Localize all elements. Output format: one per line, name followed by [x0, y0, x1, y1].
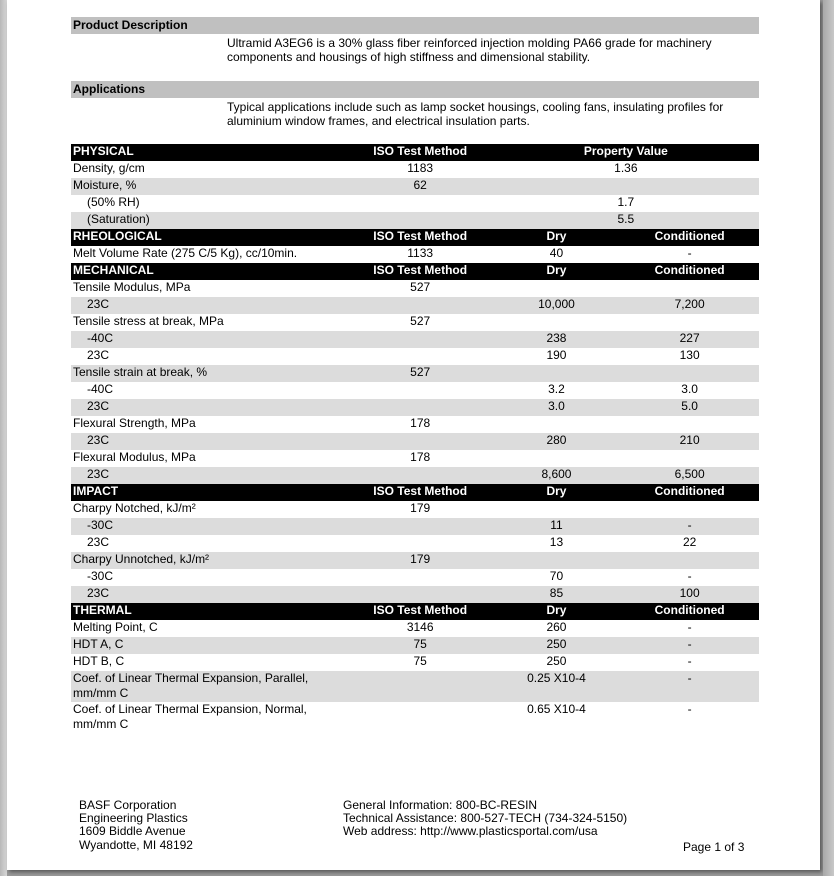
dry-value: 3.0 [493, 399, 621, 416]
iso-test-method: 179 [348, 552, 493, 569]
dry-value: 70 [549, 569, 564, 583]
conditioned-value: 100 [620, 586, 759, 603]
iso-test-method: 1133 [407, 246, 434, 260]
table-row [71, 586, 759, 603]
table-row [71, 433, 759, 450]
dry-value: 190 [546, 348, 567, 362]
footer-contact [343, 799, 627, 838]
dry-value: 8,600 [493, 467, 621, 484]
table-row [71, 399, 759, 416]
viewer-scrollbar[interactable] [823, 0, 834, 876]
property-name: Tensile stress at break, MPa [73, 314, 224, 328]
table-row [71, 195, 759, 212]
footer-general-info: General Information: 800-BC-RESIN [343, 798, 538, 812]
product-description-text: Ultramid A3EG6 is a 30% glass fiber reinforced injection molding PA66 grade for machinery components and housings of high stiffness and dimensional stability. [227, 36, 712, 64]
property-value [493, 178, 759, 195]
table-row [71, 331, 759, 348]
dry-value [493, 552, 621, 569]
table-row [71, 280, 759, 297]
thermal-header-row [71, 603, 759, 620]
table-row [71, 382, 759, 399]
dry-value [493, 416, 621, 433]
conditioned-value: 3.0 [681, 382, 698, 396]
iso-test-method: 178 [410, 416, 431, 430]
property-name: 23C [71, 433, 348, 450]
dry-value: 238 [493, 331, 621, 348]
column-header-iso-test-method: ISO Test Method [348, 484, 493, 501]
property-name: Density, g/cm [73, 161, 145, 175]
property-name: Tensile Modulus, MPa [73, 280, 191, 294]
property-name: Melting Point, C [73, 620, 158, 634]
iso-test-method: 75 [413, 654, 427, 668]
conditioned-value [620, 501, 759, 518]
property-name: Coef. of Linear Thermal Expansion, Parallel, mm/mm C [71, 671, 348, 702]
table-row [71, 535, 759, 552]
mechanical-section-title: MECHANICAL [71, 263, 348, 280]
iso-test-method [348, 467, 493, 484]
column-header-iso-test-method: ISO Test Method [348, 263, 493, 280]
column-header-conditioned: Conditioned [620, 603, 759, 620]
iso-test-method [348, 195, 493, 212]
iso-test-method [348, 382, 493, 399]
property-value: 1.7 [617, 195, 635, 209]
column-header-iso-test-method: ISO Test Method [348, 229, 493, 246]
conditioned-value: 130 [679, 348, 700, 362]
conditioned-value [620, 280, 759, 297]
property-name: Moisture, % [71, 178, 348, 195]
conditioned-value: - [687, 654, 692, 668]
table-row [71, 501, 759, 518]
conditioned-value: 210 [620, 433, 759, 450]
iso-test-method: 1183 [407, 161, 434, 175]
table-row [71, 620, 759, 637]
property-name: Charpy Unnotched, kJ/m² [71, 552, 348, 569]
conditioned-value [620, 450, 759, 467]
footer-company: BASF Corporation [79, 798, 177, 812]
property-name: -40C [87, 382, 114, 396]
dry-value: 10,000 [493, 297, 621, 314]
dry-value [493, 314, 621, 331]
property-name: Flexural Strength, MPa [73, 416, 196, 430]
viewer-left-edge [0, 0, 7, 876]
iso-test-method [348, 348, 493, 365]
dry-value: 13 [549, 535, 564, 549]
impact-section-title: IMPACT [71, 484, 348, 501]
dry-value [493, 280, 621, 297]
conditioned-value: - [620, 518, 759, 535]
conditioned-value [620, 416, 759, 433]
iso-test-method: 527 [348, 365, 493, 382]
table-row [71, 569, 759, 586]
property-name: 23C [71, 399, 348, 416]
column-header-iso-test-method: ISO Test Method [348, 144, 493, 161]
column-header-dry: Dry [493, 263, 621, 280]
column-header-dry: Dry [493, 484, 621, 501]
table-row [71, 178, 759, 195]
table-row [71, 161, 759, 178]
dry-value: 280 [493, 433, 621, 450]
physical-header-row [71, 144, 759, 161]
property-name: 23C [71, 297, 348, 314]
column-header-conditioned: Conditioned [620, 263, 759, 280]
applications-text: Typical applications include such as lamp socket housings, cooling fans, insulating profiles for aluminium window frames, and electrical insulation parts. [227, 100, 724, 128]
iso-test-method: 75 [348, 637, 493, 654]
table-row [71, 637, 759, 654]
iso-test-method [348, 399, 493, 416]
dry-value: 0.25 X10-4 [493, 671, 621, 702]
iso-test-method: 527 [410, 280, 431, 294]
property-name: 23C [87, 535, 110, 549]
table-row [71, 467, 759, 484]
table-row [71, 552, 759, 569]
property-name: 23C [87, 348, 110, 362]
column-header-iso-test-method: ISO Test Method [348, 603, 493, 620]
page-number: Page 1 of 3 [683, 840, 745, 854]
iso-test-method: 527 [410, 314, 431, 328]
dry-value: 250 [546, 654, 567, 668]
column-header-conditioned: Conditioned [620, 229, 759, 246]
property-name: (50% RH) [87, 195, 140, 209]
table-row [71, 518, 759, 535]
conditioned-value: - [620, 671, 759, 702]
property-name: -30C [71, 518, 348, 535]
table-row [71, 702, 759, 733]
dry-value [493, 450, 621, 467]
footer-address [79, 799, 193, 852]
conditioned-value: 22 [682, 535, 697, 549]
iso-test-method [348, 671, 493, 702]
property-name: -40C [71, 331, 348, 348]
iso-test-method [348, 702, 493, 733]
iso-test-method: 179 [410, 501, 431, 515]
conditioned-value [620, 314, 759, 331]
iso-test-method: 178 [410, 450, 431, 464]
iso-test-method [348, 569, 493, 586]
iso-test-method [348, 518, 493, 535]
table-row [71, 246, 759, 263]
dry-value: 260 [546, 620, 567, 634]
iso-test-method [348, 297, 493, 314]
rheological-section-title: RHEOLOGICAL [71, 229, 348, 246]
property-value: 1.36 [614, 161, 638, 175]
footer-city: Wyandotte, MI 48192 [79, 838, 193, 852]
iso-test-method [348, 433, 493, 450]
applications-heading: Applications [71, 81, 759, 98]
iso-test-method [348, 535, 493, 552]
conditioned-value: - [687, 620, 692, 634]
property-name: Flexural Modulus, MPa [73, 450, 196, 464]
column-header-property-value: Property Value [493, 144, 759, 161]
dry-value: 3.2 [548, 382, 565, 396]
conditioned-value: - [687, 569, 692, 583]
dry-value [493, 365, 621, 382]
table-row [71, 348, 759, 365]
conditioned-value: 227 [620, 331, 759, 348]
thermal-section-title: THERMAL [71, 603, 348, 620]
property-name: 23C [71, 586, 348, 603]
footer-street: 1609 Biddle Avenue [79, 824, 186, 838]
conditioned-value [620, 365, 759, 382]
conditioned-value: - [620, 637, 759, 654]
conditioned-value: - [687, 702, 692, 716]
property-name: HDT A, C [71, 637, 348, 654]
property-name: Tensile strain at break, % [71, 365, 348, 382]
dry-value: 0.65 X10-4 [527, 702, 586, 716]
footer-technical-assistance: Technical Assistance: 800-527-TECH (734-324-5150) [343, 811, 628, 825]
iso-test-method: 3146 [406, 620, 434, 634]
property-name: -30C [87, 569, 114, 583]
dry-value: 250 [493, 637, 621, 654]
property-name: 23C [71, 467, 348, 484]
property-name: Melt Volume Rate (275 C/5 Kg), cc/10min. [73, 246, 298, 260]
iso-test-method [348, 586, 493, 603]
column-header-dry: Dry [493, 603, 621, 620]
mechanical-header-row [71, 263, 759, 280]
footer-web-address[interactable]: Web address: http://www.plasticsportal.com/usa [343, 824, 598, 838]
dry-value: 85 [493, 586, 621, 603]
impact-header-row [71, 484, 759, 501]
table-row [71, 212, 759, 229]
conditioned-value: 6,500 [620, 467, 759, 484]
dry-value [493, 501, 621, 518]
dry-value: 40 [549, 246, 564, 260]
table-row [71, 314, 759, 331]
iso-test-method [348, 212, 493, 229]
properties-table [71, 144, 759, 733]
dry-value: 11 [493, 518, 621, 535]
table-row [71, 671, 759, 702]
conditioned-value [620, 552, 759, 569]
table-row [71, 450, 759, 467]
property-name: (Saturation) [71, 212, 348, 229]
property-value: 5.5 [493, 212, 759, 229]
rheological-header-row [71, 229, 759, 246]
column-header-dry: Dry [493, 229, 621, 246]
conditioned-value: 5.0 [620, 399, 759, 416]
column-header-conditioned: Conditioned [620, 484, 759, 501]
conditioned-value: 7,200 [620, 297, 759, 314]
footer-division: Engineering Plastics [79, 811, 188, 825]
physical-section-title: PHYSICAL [71, 144, 348, 161]
conditioned-value: - [687, 246, 692, 260]
property-name: Coef. of Linear Thermal Expansion, Normal, mm/mm C [73, 702, 307, 731]
product-description-heading: Product Description [71, 17, 759, 34]
table-row [71, 297, 759, 314]
iso-test-method: 62 [348, 178, 493, 195]
property-name: Charpy Notched, kJ/m² [73, 501, 196, 515]
table-row [71, 365, 759, 382]
iso-test-method [348, 331, 493, 348]
table-row [71, 416, 759, 433]
property-name: HDT B, C [73, 654, 125, 668]
table-row [71, 654, 759, 671]
